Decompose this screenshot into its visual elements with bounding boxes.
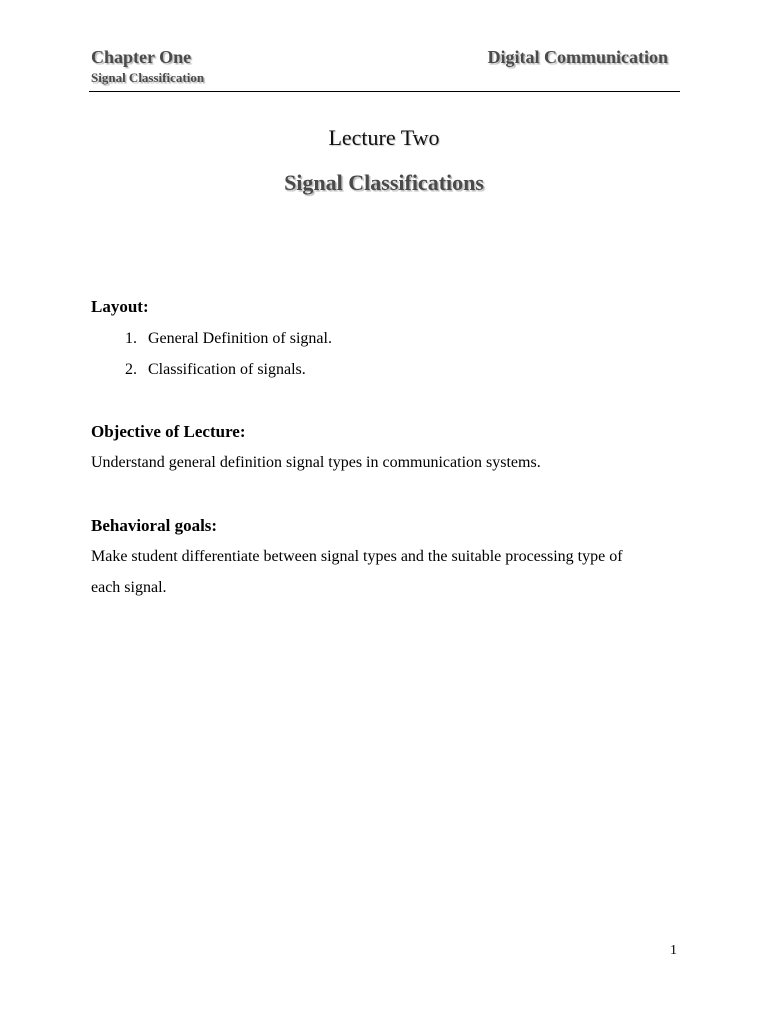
topic-label: Signal Classification bbox=[91, 70, 205, 85]
list-item-text: General Definition of signal. bbox=[148, 330, 332, 347]
chapter-label: Chapter One bbox=[91, 47, 192, 67]
goals-text-line-1: Make student differentiate between signal types and the suitable processing type of bbox=[91, 548, 623, 565]
goals-text-line-2: each signal. bbox=[91, 579, 167, 596]
list-item bbox=[125, 328, 332, 350]
list-item-text: Classification of signals. bbox=[148, 361, 306, 378]
list-item-number: 2. bbox=[125, 361, 137, 378]
list-item-number: 1. bbox=[125, 330, 137, 347]
objective-heading: Objective of Lecture: bbox=[91, 422, 246, 441]
layout-heading: Layout: bbox=[91, 297, 149, 316]
goals-heading: Behavioral goals: bbox=[91, 516, 218, 535]
objective-text: Understand general definition signal types in communication systems. bbox=[91, 454, 541, 471]
course-label: Digital Communication bbox=[487, 47, 668, 67]
page-number: 1 bbox=[670, 943, 677, 958]
header-divider bbox=[89, 91, 680, 92]
lecture-subtitle: Signal Classifications bbox=[284, 170, 484, 195]
list-item bbox=[125, 359, 306, 381]
lecture-title: Lecture Two bbox=[328, 125, 440, 150]
